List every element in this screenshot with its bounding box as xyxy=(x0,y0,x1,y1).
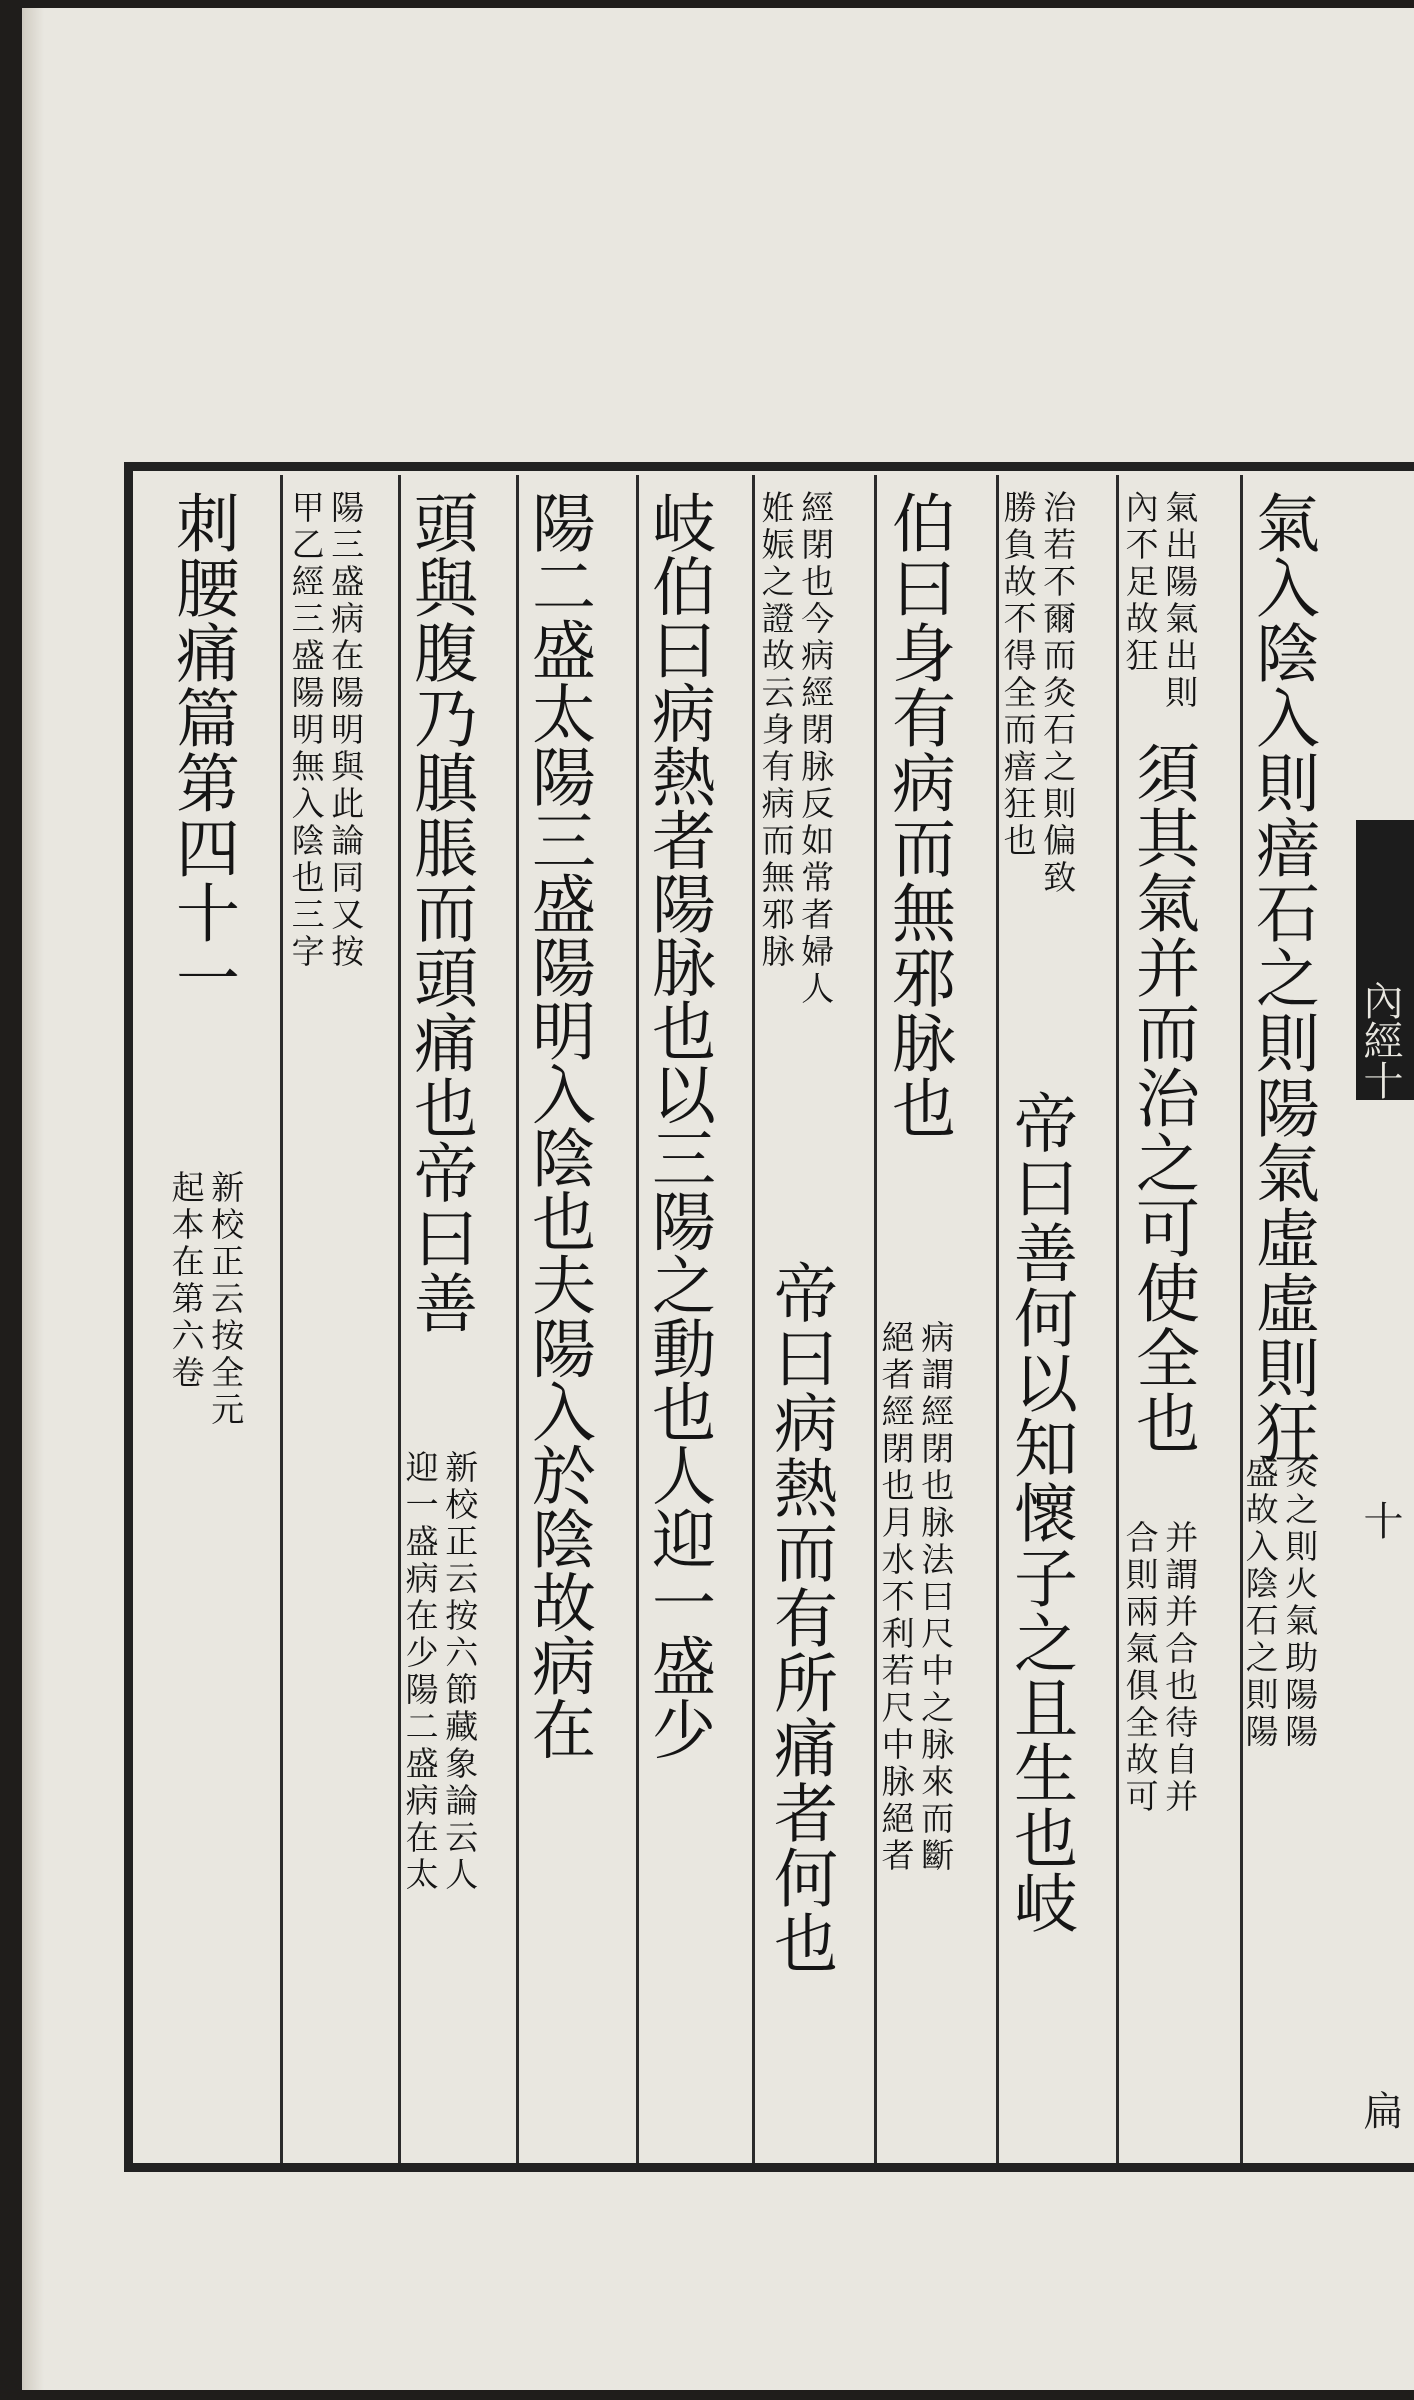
main-text: 氣入陰入則瘖石之則陽氣虛虛則狂 xyxy=(1245,490,1319,1465)
text-column-3: 帝曰善何以知懷子之且生也岐 xyxy=(1003,1090,1077,1935)
annotation-4 xyxy=(876,1320,955,1875)
chapter-annotation xyxy=(166,1170,245,1429)
annotation-line: 迎一盛病在少陽二盛病在太 xyxy=(400,1450,440,1894)
annotation-line: 經閉也今病經閉脉反如常者婦人 xyxy=(796,490,836,1008)
column-rule xyxy=(398,475,401,2163)
text-column-1 xyxy=(1245,490,1319,1465)
annotation-line: 灸之則火氣助陽陽 xyxy=(1280,1455,1320,1751)
column-rule xyxy=(1116,475,1119,2163)
text-column-7: 陽二盛太陽三盛陽明入陰也夫陽入於陰故病在 xyxy=(521,490,595,1760)
annotation-1 xyxy=(1240,1455,1319,1751)
margin-number-fragment: 十 xyxy=(1357,1500,1403,1540)
column-rule xyxy=(516,475,519,2163)
annotation-line: 內不足故狂 xyxy=(1120,490,1160,675)
margin-label-fragment: 扁 xyxy=(1357,2090,1403,2130)
annotation-8 xyxy=(400,1450,479,1894)
annotation-line: 新校正云按六節藏象論云人 xyxy=(440,1450,480,1894)
chapter-title: 刺腰痛篇第四十一 xyxy=(165,490,239,1010)
column-rule xyxy=(636,475,639,2163)
annotation-line: 絕者經閉也月水不利若尺中脉絕者 xyxy=(876,1320,916,1875)
annotation-9 xyxy=(286,490,365,971)
annotation-line: 勝負故不得全而瘖狂也 xyxy=(998,490,1038,860)
text-column-6: 岐伯曰病熱者陽脉也以三陽之動也人迎一盛少 xyxy=(641,490,715,1760)
annotation-line: 治若不爾而灸石之則偏致 xyxy=(1038,490,1078,897)
annotation-line: 合則兩氣俱全故可 xyxy=(1120,1520,1160,1816)
annotation-line: 盛故入陰石之則陽 xyxy=(1240,1455,1280,1751)
annotation-line: 氣出陽氣出則 xyxy=(1160,490,1200,712)
annotation-2 xyxy=(1120,1520,1199,1816)
text-column-4: 伯曰身有病而無邪脉也 xyxy=(881,490,955,1140)
column-rule xyxy=(874,475,877,2163)
column-rule xyxy=(1240,475,1243,2163)
text-column-5: 帝曰病熱而有所痛者何也 xyxy=(763,1260,837,1975)
annotation-line: 起本在第六卷 xyxy=(166,1170,206,1392)
annotation-3-top xyxy=(998,490,1077,897)
annotation-2-top xyxy=(1120,490,1199,712)
margin-title-fragment: 內經十 xyxy=(1357,980,1403,1100)
annotation-line: 姙娠之證故云身有病而無邪脉 xyxy=(756,490,796,971)
page-gutter xyxy=(24,8,44,2390)
annotation-line: 陽三盛病在陽明與此論同又按 xyxy=(326,490,366,971)
text-column-2: 須其氣并而治之可使全也 xyxy=(1125,740,1199,1455)
annotation-line: 新校正云按全元 xyxy=(206,1170,246,1429)
annotation-line: 并謂并合也待自并 xyxy=(1160,1520,1200,1816)
annotation-line: 甲乙經三盛陽明無入陰也三字 xyxy=(286,490,326,971)
column-rule xyxy=(280,475,283,2163)
annotation-line: 病謂經閉也脉法曰尺中之脉來而斷 xyxy=(916,1320,956,1875)
column-rule xyxy=(752,475,755,2163)
annotation-5-top xyxy=(756,490,835,1008)
text-column-8: 頭與腹乃䐜脹而頭痛也帝曰善 xyxy=(403,490,477,1335)
